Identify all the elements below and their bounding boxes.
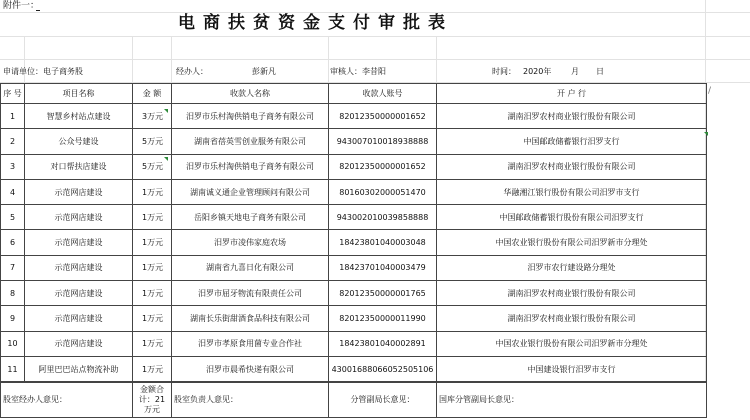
table-row	[1, 255, 707, 280]
time-year: 2020年	[523, 67, 552, 76]
table-row	[1, 306, 707, 331]
row-project: 公众号建设	[25, 129, 133, 154]
row-payee: 湖南长乐街甜酒食品科技有限公司	[172, 306, 329, 331]
handler-label: 经办人：	[176, 67, 208, 76]
row-no: 7	[1, 255, 25, 280]
row-amount: 5万元	[133, 129, 172, 154]
row-project: 示范网店建设	[25, 179, 133, 204]
row-amount: 3万元	[133, 104, 172, 129]
cell-marker	[164, 109, 168, 113]
table-row	[1, 356, 707, 381]
row-amount: 1万元	[133, 281, 172, 306]
time-label: 时间：	[492, 67, 516, 76]
applicant-unit: 申请单位：电子商务股	[3, 67, 83, 76]
sub-director-opinion: 分管副局长意见：	[329, 383, 437, 418]
row-bank: 中国建设银行汨罗市支行	[437, 356, 707, 381]
header-bank: 开 户 行	[437, 84, 707, 104]
approval-footer	[0, 382, 707, 418]
row-no: 10	[1, 331, 25, 356]
row-bank: 中国邮政储蓄银行股份有限公司汨罗支行	[437, 205, 707, 230]
office-head-opinion: 股室负责人意见：	[172, 383, 329, 418]
row-account: 18423701040003479	[329, 255, 437, 280]
table-row	[1, 179, 707, 204]
payment-table	[0, 83, 707, 382]
row-bank: 汨罗市农行建设路分理处	[437, 255, 707, 280]
row-amount: 5万元	[133, 154, 172, 179]
table-header-row	[1, 84, 707, 104]
table-row	[1, 104, 707, 129]
row-project: 示范网店建设	[25, 331, 133, 356]
row-amount: 1万元	[133, 205, 172, 230]
row-no: 9	[1, 306, 25, 331]
row-payee: 岳阳乡镇天地电子商务有限公司	[172, 205, 329, 230]
office-handler-opinion: 股室经办人意见：	[1, 383, 133, 418]
row-payee: 汨罗市孝原食用菌专业合作社	[172, 331, 329, 356]
attachment-label: 附件一：	[3, 1, 40, 11]
row-account: 943007010018938888	[329, 129, 437, 154]
time-day: 日	[596, 67, 604, 76]
row-project: 示范网店建设	[25, 205, 133, 230]
header-project: 项目名称	[25, 84, 133, 104]
row-no: 5	[1, 205, 25, 230]
header-amount: 金 额	[133, 84, 172, 104]
row-bank: 中国农业银行股份有限公司汨罗新市分理处	[437, 331, 707, 356]
row-project: 示范网店建设	[25, 255, 133, 280]
row-payee: 汨罗市乐村淘供销电子商务有限公司	[172, 104, 329, 129]
row-project: 阿里巴巴站点物流补助	[25, 356, 133, 381]
row-amount: 1万元	[133, 306, 172, 331]
row-amount: 1万元	[133, 356, 172, 381]
row-no: 2	[1, 129, 25, 154]
row-payee: 汨罗市乐村淘供销电子商务有限公司	[172, 154, 329, 179]
table-row	[1, 281, 707, 306]
header-payee: 收款人名称	[172, 84, 329, 104]
row-no: 11	[1, 356, 25, 381]
row-no: 4	[1, 179, 25, 204]
row-account: 82012350000001652	[329, 154, 437, 179]
row-bank: 华融湘江银行股份有限公司汨罗市支行	[437, 179, 707, 204]
row-no: 3	[1, 154, 25, 179]
row-payee: 汨罗市屈牙物流有限责任公司	[172, 281, 329, 306]
row-payee: 汨罗市凌伟家庭农场	[172, 230, 329, 255]
total-amount: 金额合计：21万元	[133, 383, 172, 418]
handler-name: 彭新凡	[252, 67, 276, 76]
row-account: 80160302000051470	[329, 179, 437, 204]
cell-marker	[704, 132, 708, 136]
row-bank: 中国邮政储蓄银行汨罗支行	[437, 129, 707, 154]
cell-marker	[164, 157, 168, 161]
row-project: 示范网店建设	[25, 306, 133, 331]
row-payee: 湖南省九喜日化有限公司	[172, 255, 329, 280]
row-account: 82012350000001765	[329, 281, 437, 306]
row-payee: 湖南诚义通企业管理顾问有限公司	[172, 179, 329, 204]
table-row	[1, 205, 707, 230]
page-title: 电商扶贫资金支付审批表	[178, 13, 453, 33]
table-row	[1, 331, 707, 356]
row-amount: 1万元	[133, 255, 172, 280]
treasury-director-opinion: 国库分管副局长意见：	[437, 383, 707, 418]
row-no: 1	[1, 104, 25, 129]
header-account: 收款人账号	[329, 84, 437, 104]
row-project: 示范网店建设	[25, 281, 133, 306]
row-no: 8	[1, 281, 25, 306]
row-bank: 湖南汨罗农村商业银行股份有限公司	[437, 306, 707, 331]
row-amount: 1万元	[133, 230, 172, 255]
row-account: 82012350000001652	[329, 104, 437, 129]
row-project: 对口帮扶店建设	[25, 154, 133, 179]
row-bank: 湖南汨罗农村商业银行股份有限公司	[437, 154, 707, 179]
row-bank: 湖南汨罗农村商业银行股份有限公司	[437, 281, 707, 306]
row-amount: 1万元	[133, 331, 172, 356]
stray-slash-mark: /	[708, 86, 712, 96]
row-payee: 湖南省蓓英雪创业服务有限公司	[172, 129, 329, 154]
time-month: 月	[571, 67, 579, 76]
row-account: 943002010039858888	[329, 205, 437, 230]
table-row	[1, 230, 707, 255]
row-account: 18423801040002891	[329, 331, 437, 356]
row-account: 18423801040003048	[329, 230, 437, 255]
row-payee: 汨罗市晨希快递有限公司	[172, 356, 329, 381]
approval-row	[1, 383, 707, 418]
row-bank: 中国农业银行股份有限公司汨罗新市分理处	[437, 230, 707, 255]
header-no: 序 号	[1, 84, 25, 104]
row-account: 43001688066052505106	[329, 356, 437, 381]
table-row	[1, 129, 707, 154]
attachment-underline	[36, 10, 40, 11]
row-bank: 湖南汨罗农村商业银行股份有限公司	[437, 104, 707, 129]
table-row	[1, 154, 707, 179]
row-project: 智慧乡村站点建设	[25, 104, 133, 129]
row-account: 82012350000011990	[329, 306, 437, 331]
reviewer: 审核人：李昔阳	[330, 67, 386, 76]
row-amount: 1万元	[133, 179, 172, 204]
row-no: 6	[1, 230, 25, 255]
row-project: 示范网店建设	[25, 230, 133, 255]
